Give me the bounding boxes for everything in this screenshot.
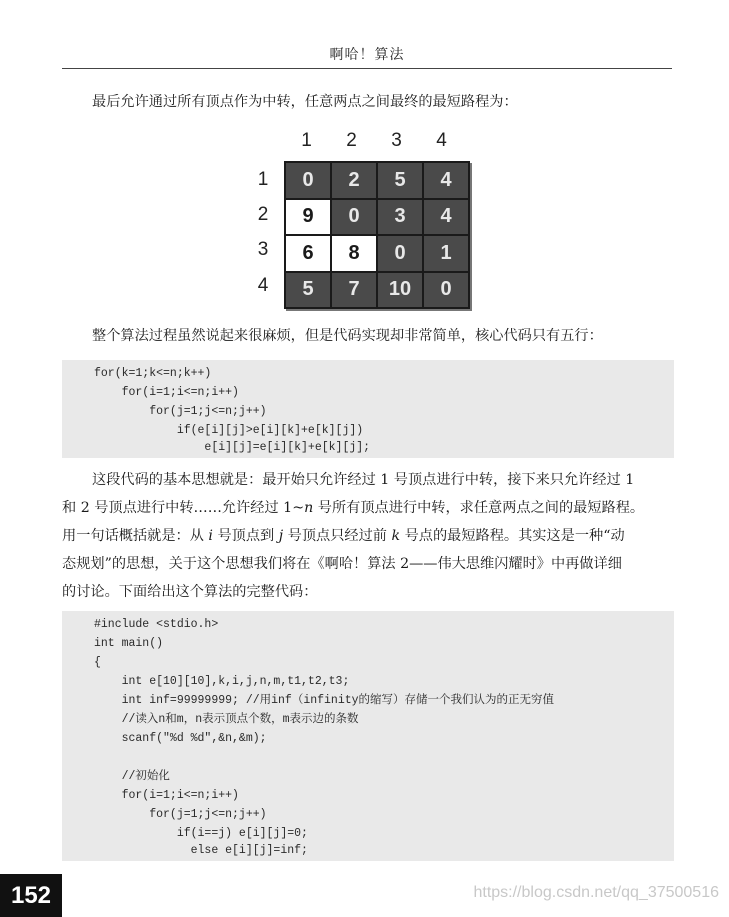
variable-i: i: [208, 528, 213, 544]
matrix-row-label: 3: [257, 239, 269, 260]
matrix-grid: [284, 161, 470, 309]
code-line: if(e[i][j]>e[i][k]+e[k][j]): [94, 424, 364, 437]
matrix-cell: 0: [332, 200, 376, 235]
matrix-cell: 5: [378, 163, 422, 198]
code-line: //初始化: [94, 770, 170, 783]
matrix-cell: 3: [378, 200, 422, 235]
matrix-row-label: 4: [257, 275, 269, 296]
code-line: scanf("%d %d",&n,&m);: [94, 732, 267, 745]
code-line: for(j=1;j<=n;j++): [94, 405, 267, 418]
variable-n: n: [304, 500, 314, 516]
watermark: https://blog.csdn.net/qq_37500516: [473, 884, 719, 901]
code-line: if(i==j) e[i][j]=0;: [94, 827, 308, 840]
text-span: 用一句话概括就是：从: [62, 528, 209, 544]
matrix-row-label: 1: [257, 169, 269, 190]
explanation-paragraph: [62, 466, 674, 606]
page-number: 152: [0, 874, 62, 917]
matrix-col-label: 1: [301, 130, 312, 151]
code-line: int inf=99999999; //用inf（infinity的缩写）存储一个我们认为的正无穷值: [94, 694, 555, 707]
matrix-cell: 4: [424, 163, 468, 198]
variable-k: k: [391, 528, 401, 544]
code-line: for(k=1;k<=n;k++): [94, 367, 212, 380]
matrix-cell: 4: [424, 200, 468, 235]
header-rule: [62, 68, 672, 69]
core-code-intro-paragraph: 整个算法过程虽然说起来很麻烦，但是代码实现却非常简单，核心代码只有五行：: [92, 328, 603, 344]
core-code-block: [62, 360, 674, 458]
matrix-cell: 1: [424, 236, 468, 271]
code-line: for(i=1;i<=n;i++): [94, 386, 239, 399]
matrix-cell: 5: [286, 273, 330, 308]
code-line: for(i=1;i<=n;i++): [94, 789, 239, 802]
text-span: 号点的最短路程。其实这是一种“动: [400, 528, 625, 544]
code-line: {: [94, 656, 101, 669]
code-line: e[i][j]=e[i][k]+e[k][j];: [94, 441, 371, 454]
full-code-block: [62, 611, 674, 861]
matrix-cell-highlighted: 6: [286, 236, 330, 271]
matrix-col-label: 3: [391, 130, 402, 151]
matrix-col-label: 4: [436, 130, 447, 151]
matrix-cell: 10: [378, 273, 422, 308]
code-line: //读入n和m，n表示顶点个数，m表示边的条数: [94, 713, 359, 726]
matrix-cell: 0: [378, 236, 422, 271]
matrix-cell: 0: [424, 273, 468, 308]
matrix-cell: 2: [332, 163, 376, 198]
matrix-col-label: 2: [346, 130, 357, 151]
explanation-line: [62, 522, 674, 550]
running-head-title: 啊哈！算法: [329, 47, 405, 63]
text-span: 号顶点到: [212, 528, 279, 544]
text-span: 号所有顶点进行中转，求任意两点之间的最短路程。: [313, 500, 645, 516]
explanation-line: 的讨论。下面给出这个算法的完整代码：: [62, 584, 318, 600]
explanation-line: 这段代码的基本思想就是：最开始只允许经过 1 号顶点进行中转，接下来只允许经过 1: [92, 472, 635, 488]
matrix-cell-highlighted: 9: [286, 200, 330, 235]
intro-paragraph: 最后允许通过所有顶点作为中转，任意两点之间最终的最短路程为：: [92, 94, 518, 110]
code-line: int e[10][10],k,i,j,n,m,t1,t2,t3;: [94, 675, 350, 688]
matrix-cell-highlighted: 8: [332, 236, 376, 271]
explanation-line: [62, 494, 674, 522]
matrix-cell: 7: [332, 273, 376, 308]
matrix-row-label: 2: [257, 204, 269, 225]
variable-j: j: [278, 528, 284, 544]
text-span: 和 2 号顶点进行中转……允许经过 1~: [62, 500, 305, 516]
explanation-line: 态规划”的思想，关于这个思想我们将在《啊哈！算法 2——伟大思维闪耀时》中再做详细: [62, 556, 622, 572]
code-line: #include <stdio.h>: [94, 618, 219, 631]
code-line: for(j=1;j<=n;j++): [94, 808, 267, 821]
text-span: 号顶点只经过前: [283, 528, 392, 544]
matrix-cell: 0: [286, 163, 330, 198]
code-line: int main(): [94, 637, 164, 650]
code-line: else e[i][j]=inf;: [94, 844, 308, 857]
